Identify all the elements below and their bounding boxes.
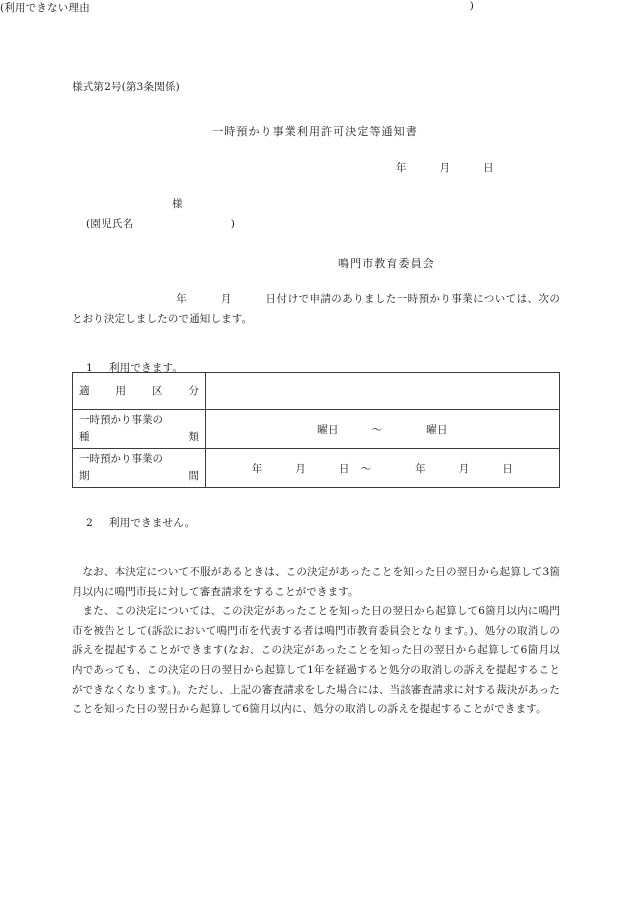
table-row	[73, 449, 560, 488]
label-service-period-line1: 一時預かり事業の	[79, 453, 163, 465]
permit-details-table	[72, 372, 560, 488]
label-service-type-line1: 一時預かり事業の	[79, 414, 163, 426]
section-2-reason-field[interactable]	[0, 0, 474, 15]
legal-paragraph-2: また、この決定については、この決定があったことを知った日の翌日から起算して6箇月以内に鳴門市を被告として(訴訟において鳴門市を代表する者は鳴門市教育委員会となります。)、処分の取消しの訴えを提起することができます(なお、この決定があったことを知った日の翌日から起算して6箇月以内であっても、この決定の日の翌日から起算して1年を経過すると処分の取消しの訴えを提起することができなくなります。)。ただし、上記の審査請求をした場合には、当該審査請求に対する裁決があったことを知った日の翌日から起算して6箇月以内に、処分の取消しの訴えを提起することができます。	[72, 605, 560, 716]
reason-label: (利用できない理由	[0, 2, 90, 14]
reason-paren-close: )	[469, 0, 474, 12]
table-row	[73, 373, 560, 410]
section-1-number: 1	[86, 361, 94, 374]
section-2-label: 利用できません。	[109, 516, 196, 529]
section-1-label: 利用できます。	[109, 361, 184, 374]
table-cell-value-service-period[interactable]: 年 月 日 ～ 年 月 日	[206, 449, 560, 488]
section-2-number: 2	[86, 516, 94, 529]
issuing-authority: 鳴門市教育委員会	[338, 257, 435, 270]
label-application-category: 適 用 区 分	[79, 384, 199, 397]
intro-text: 付けで申請のありました一時預かり事業については、次のとおり決定しましたので通知します。	[72, 293, 560, 325]
intro-date-placeholder: 年 月 日	[176, 293, 277, 305]
legal-notice	[72, 563, 560, 720]
issue-date-placeholder: 年 月 日	[395, 162, 495, 174]
legal-paragraph-1: なお、本決定について不服があるときは、この決定があったことを知った日の翌日から起算して3箇月以内に鳴門市長に対して審査請求をすることができます。	[72, 566, 560, 598]
intro-paragraph	[72, 290, 560, 329]
label-service-type-line2: 種 類	[79, 431, 199, 443]
addressee-honorific: 様	[172, 198, 183, 210]
table-cell-value-category[interactable]	[206, 373, 560, 410]
table-cell-value-service-type[interactable]: 曜日 ～ 曜日	[206, 410, 560, 449]
label-service-period-line2: 期 間	[79, 470, 199, 482]
table-cell-label	[73, 410, 206, 449]
table-cell-label	[73, 449, 206, 488]
form-number: 様式第2号(第3条関係)	[72, 81, 180, 93]
section-2-heading	[72, 500, 195, 547]
document-title: 一時預かり事業利用許可決定等通知書	[212, 125, 418, 138]
table-cell-label	[73, 373, 206, 410]
table-row	[73, 410, 560, 449]
addressee-child-name-field: (園児氏名 )	[86, 218, 236, 230]
